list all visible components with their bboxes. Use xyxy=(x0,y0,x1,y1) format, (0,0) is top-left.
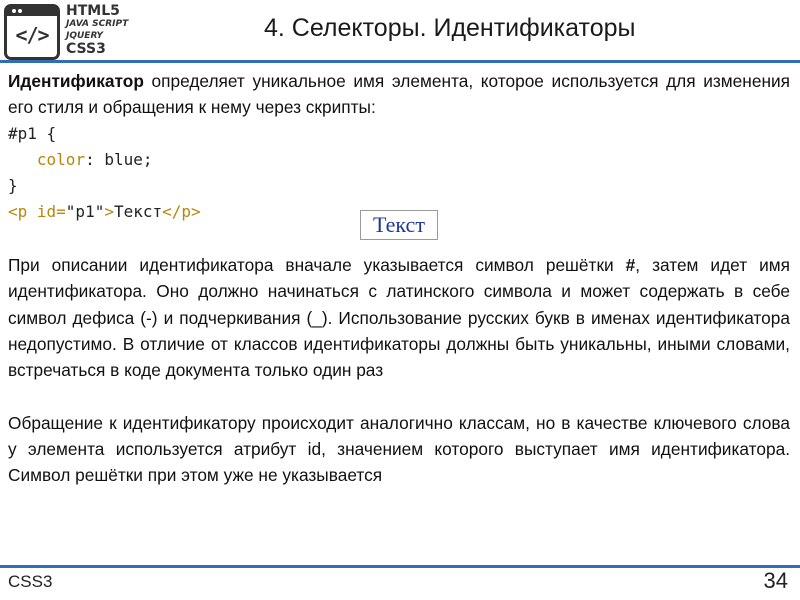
code-tag-close: </p> xyxy=(162,202,201,222)
bottom-divider xyxy=(0,565,800,568)
logo-line-jquery: JQUERY xyxy=(66,31,104,41)
intro-text: определяет уникальное имя элемента, которое используется для изменения его стиля и обращения к нему через скрипты: xyxy=(8,71,790,118)
code-tag-open: <p xyxy=(8,202,28,222)
paragraph-2 xyxy=(8,252,790,383)
logo-line-html5: HTML5 xyxy=(66,3,120,19)
intro-term: Идентификатор xyxy=(8,71,144,91)
code-line-1: #p1 { xyxy=(8,123,57,143)
code-property: color xyxy=(36,149,86,169)
rendered-sample: Текст xyxy=(360,210,438,240)
footer-label: CSS3 xyxy=(8,572,53,591)
page-number: 34 xyxy=(763,568,788,593)
code-attr-value: "p1" xyxy=(65,202,105,222)
logo-badge-text: </> xyxy=(15,23,49,47)
code-value: : blue; xyxy=(85,149,153,169)
paragraph-2-b: , затем идет имя идентификатора. Оно должно начинаться с латинского символа и может содержать в себе символ дефиса (-) и подчеркивания (_). Использование русских букв в именах идентификатора недопустимо. В отличие от классов идентификаторы должны быть уникальны, иными словами, встречаться в коде документа только один раз xyxy=(8,255,790,381)
logo xyxy=(4,3,129,60)
spacer-2 xyxy=(8,384,790,410)
code-text: Текст xyxy=(113,202,163,222)
slide-title: 4. Селекторы. Идентификаторы xyxy=(264,14,636,42)
slide-content xyxy=(8,68,790,489)
logo-text xyxy=(66,5,128,55)
code-tag-gt: > xyxy=(104,202,114,222)
top-divider xyxy=(0,60,800,63)
logo-line-javascript: JAVA SCRIPT xyxy=(66,18,129,29)
logo-line-css3: CSS3 xyxy=(66,40,106,57)
code-icon xyxy=(4,4,60,60)
code-line-3: } xyxy=(8,176,18,196)
paragraph-3: Обращение к идентификатору происходит аналогично классам, но в качестве ключевого слова у элемента используется атрибут id, значением которого выступает имя идентификатора. Символ решётки при этом уже не указывается xyxy=(8,412,790,486)
paragraph-2-a: При описании идентификатора вначале указывается символ решётки xyxy=(8,255,626,276)
intro-paragraph xyxy=(8,68,790,121)
hash-symbol: # xyxy=(625,255,636,276)
code-attr: id= xyxy=(27,202,66,222)
